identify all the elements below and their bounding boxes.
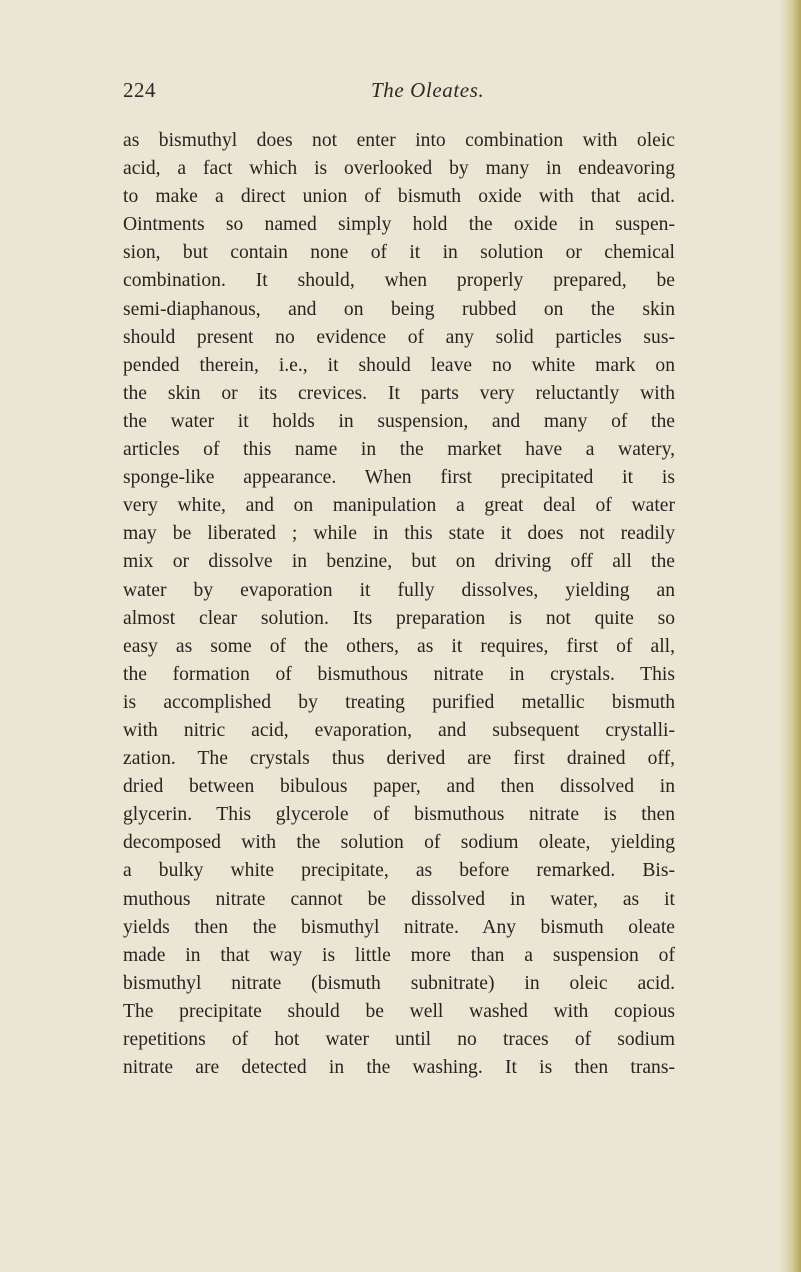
text-line: articles of this name in the market have a watery, (123, 439, 675, 461)
text-line: muthous nitrate cannot be dissolved in water, as it (123, 888, 675, 910)
text-line: as bismuthyl does not enter into combination with oleic (123, 130, 675, 151)
text-line: sponge-like appearance. When first precipitated it is (123, 467, 675, 489)
text-line: glycerin. This glycerole of bismuthous nitrate is then (123, 804, 675, 826)
text-line: repetitions of hot water until no traces of sodium (123, 1029, 675, 1050)
text-line: mix or dissolve in benzine, but on driving off all the (123, 551, 675, 573)
text-line: bismuthyl nitrate (bismuth subnitrate) in oleic acid. (123, 972, 675, 994)
text-line: sion, but contain none of it in solution or chemical (123, 242, 675, 264)
text-line: yields then the bismuthyl nitrate. Any bismuth oleate (123, 916, 675, 938)
text-line: should present no evidence of any solid particles sus- (123, 326, 675, 348)
running-title: The Oleates. (371, 78, 485, 102)
body-text (123, 127, 675, 1082)
text-line: the formation of bismuthous nitrate in crystals. This (123, 663, 675, 685)
text-line: a bulky white precipitate, as before remarked. Bis- (123, 860, 675, 882)
text-line: zation. The crystals thus derived are first drained off, (123, 748, 675, 770)
text-line: acid, a fact which is overlooked by many in endeavoring (123, 158, 675, 180)
text-line: easy as some of the others, as it requires, first of all, (123, 635, 675, 657)
text-line: the skin or its crevices. It parts very reluctantly with (123, 382, 675, 404)
text-line: the water it holds in suspension, and many of the (123, 410, 675, 432)
text-line: almost clear solution. Its preparation is not quite so (123, 607, 675, 629)
text-line: nitrate are detected in the washing. It is then trans- (123, 1057, 675, 1079)
text-line: very white, and on manipulation a great deal of water (123, 495, 675, 517)
text-line: Ointments so named simply hold the oxide in suspen- (123, 214, 675, 236)
page-number: 224 (123, 78, 156, 102)
text-line: dried between bibulous paper, and then dissolved in (123, 776, 675, 798)
page-edge-shadow (779, 0, 801, 1272)
text-line: water by evaporation it fully dissolves, yielding an (123, 579, 675, 601)
text-line: is accomplished by treating purified metallic bismuth (123, 691, 675, 713)
text-line: The precipitate should be well washed with copious (123, 1000, 675, 1022)
text-line: pended therein, i.e., it should leave no white mark on (123, 354, 675, 376)
text-line: combination. It should, when properly prepared, be (123, 270, 675, 292)
text-line: may be liberated ; while in this state it does not readily (123, 523, 675, 545)
text-line: semi-diaphanous, and on being rubbed on the skin (123, 298, 675, 320)
text-line: made in that way is little more than a suspension of (123, 944, 675, 966)
page-header (123, 78, 663, 108)
text-line: with nitric acid, evaporation, and subsequent crystalli- (123, 719, 675, 741)
text-line: to make a direct union of bismuth oxide with that acid. (123, 186, 675, 208)
text-line: decomposed with the solution of sodium oleate, yielding (123, 832, 675, 854)
